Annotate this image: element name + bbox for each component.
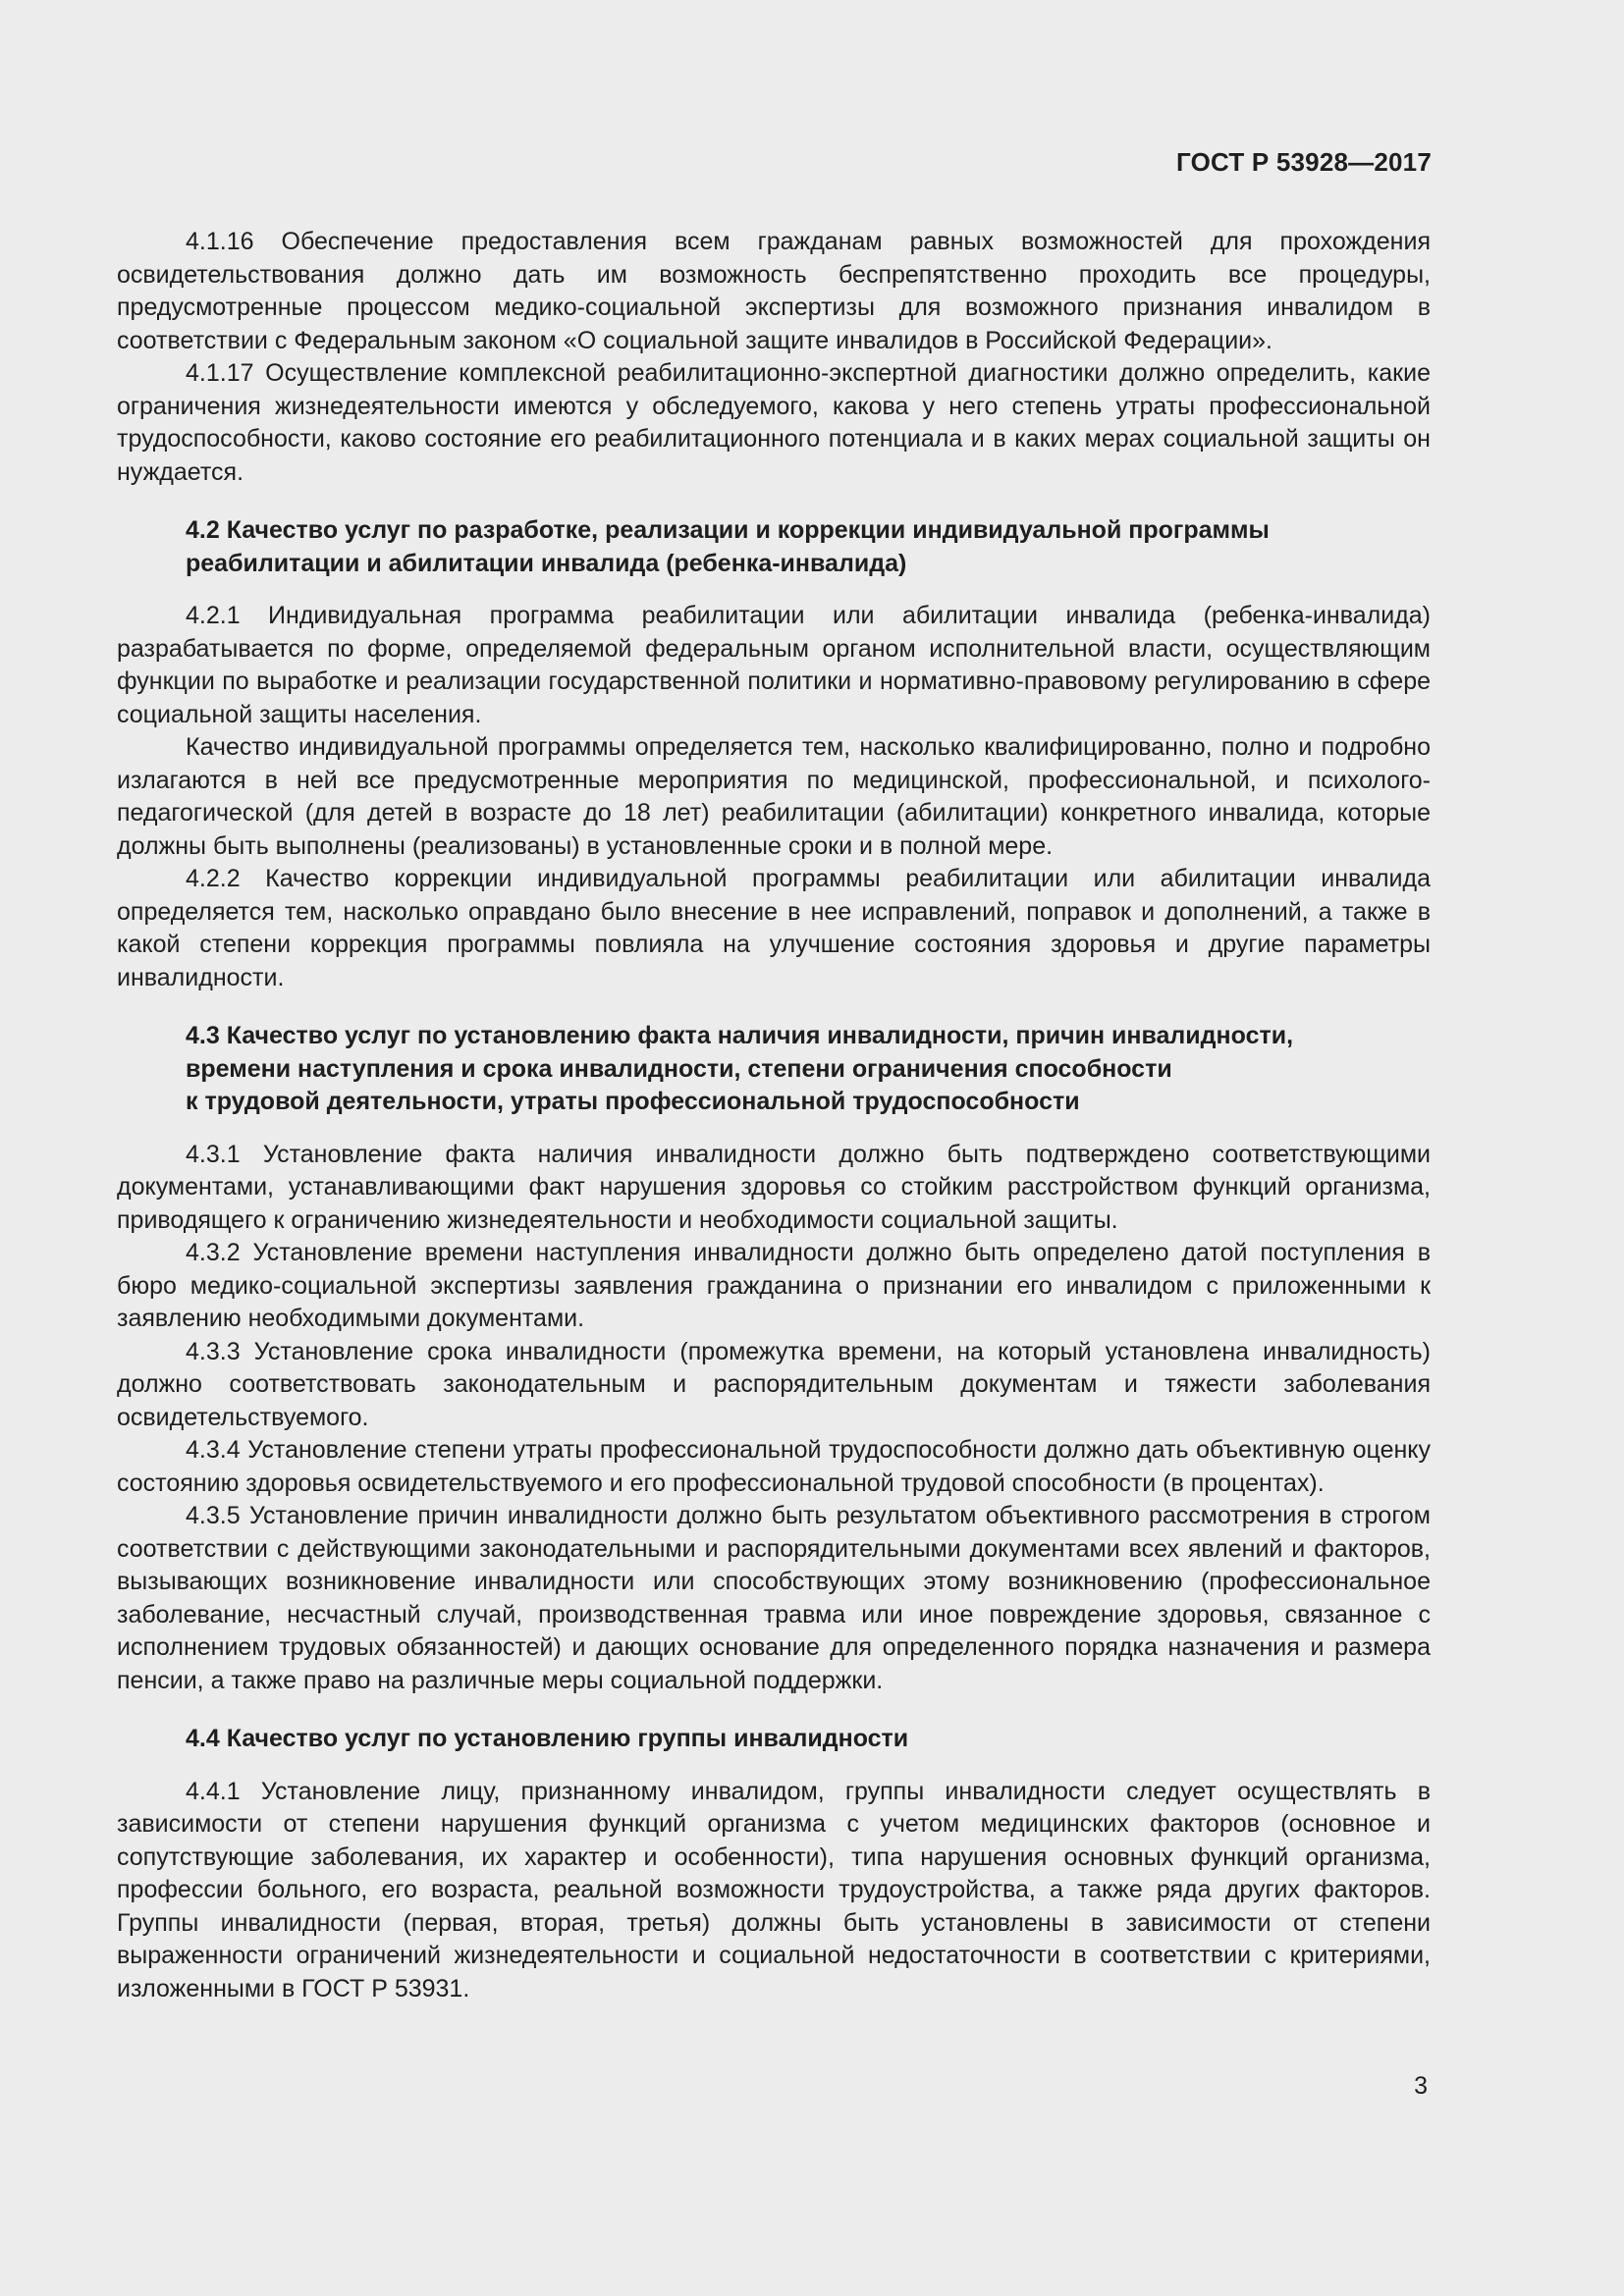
paragraph-4-2-1-continued: Качество индивидуальной программы определяется тем, насколько квалифицированно, полно и подробно излагаются в ней все предусмотренные мероприятия по медицинской, профессиональной, и психолого-педагогической (для детей в возрасте до 18 лет) реабилитации (абилитации) конкретного инвалида, которые должны быть выполнены (реализованы) в установленные сроки и в полной мере. [117,733,1431,860]
paragraph-4-1-16: 4.1.16 Обеспечение предоставления всем гражданам равных возможностей для прохождения освидетельствования должно дать им возможность беспрепятственно проходить все процедуры, предусмотренные процессом медико-социальной экспертизы для возможного признания инвалидом в соответствии с Федеральным законом «О социальной защите инвалидов в Российской Федерации». [117,228,1431,354]
section-heading-4-3-line-3: к трудовой деятельности, утраты профессиональной трудоспособности [186,1088,1080,1115]
paragraph-4-3-5: 4.3.5 Установление причин инвалидности должно быть результатом объективного рассмотрения в строгом соответствии с действующими законодательными и распорядительными документами всех явлений и факторов, вызывающих возникновение инвалидности или способствующих этому возникновению (профессиональное заболевание, несчастный случай, производственная травма или иное повреждение здоровья, связанное с исполнением трудовых обязанностей) и дающих основание для определенного порядка назначения и размера пенсии, а также право на различные меры социальной поддержки. [117,1502,1431,1694]
section-heading-4-3-line-1: 4.3 Качество услуг по установлению факта наличия инвалидности, причин инвалидности, [186,1022,1294,1049]
paragraph-4-2-1: 4.2.1 Индивидуальная программа реабилитации или абилитации инвалида (ребенка-инвалида) разрабатывается по форме, определяемой федеральным органом исполнительной власти, осуществляющим функции по выработке и реализации государственной политики и нормативно-правовому регулированию в сфере социальной защиты населения. [117,602,1431,728]
paragraph-4-3-4: 4.3.4 Установление степени утраты профессиональной трудоспособности должно дать объективную оценку состоянию здоровья освидетельствуемого и его профессиональной трудовой способности (в процентах). [117,1436,1431,1497]
section-heading-4-3 [186,1020,1431,1119]
paragraph-4-3-1: 4.3.1 Установление факта наличия инвалидности должно быть подтверждено соответствующими документами, устанавливающими факт нарушения здоровья со стойким расстройством функций организма, приводящего к ограничению жизнедеятельности и необходимости социальной защиты. [117,1140,1431,1234]
section-heading-4-4: 4.4 Качество услуг по установлению группы инвалидности [186,1725,909,1752]
document-code-header: ГОСТ Р 53928—2017 [1176,147,1432,177]
paragraph-4-3-2: 4.3.2 Установление времени наступления инвалидности должно быть определено датой поступления в бюро медико-социальной экспертизы заявления гражданина о признании его инвалидом с приложенными к заявлению необходимыми документами. [117,1239,1431,1332]
section-heading-4-3-line-2: времени наступления и срока инвалидности, степени ограничения способности [186,1054,1172,1083]
section-heading-4-2: 4.2 Качество услуг по разработке, реализации и коррекции индивидуальной программы реабилитации и абилитации инвалида (ребенка-инвалида) [186,516,1270,577]
paragraph-4-2-2: 4.2.2 Качество коррекции индивидуальной программы реабилитации или абилитации инвалида определяется тем, насколько оправдано было внесение в нее исправлений, поправок и дополнений, а также в какой степени коррекция программы повлияла на улучшение состояния здоровья и другие параметры инвалидности. [117,865,1431,991]
document-body [117,226,1431,2005]
page-number: 3 [1414,2072,1428,2100]
paragraph-4-3-3: 4.3.3 Установление срока инвалидности (промежутка времени, на который установлена инвалидность) должно соответствовать законодательным и распорядительным документам и тяжести заболевания освидетельствуемого. [117,1337,1431,1431]
paragraph-4-4-1: 4.4.1 Установление лицу, признанному инвалидом, группы инвалидности следует осуществлять в зависимости от степени нарушения функций организма с учетом медицинских факторов (основное и сопутствующие заболевания, их характер и особенности), типа нарушения основных функций организма, профессии больного, его возраста, реальной возможности трудоустройства, а также ряда других факторов. Группы инвалидности (первая, вторая, третья) должны быть установлены в зависимости от степени выраженности ограничений жизнедеятельности и социальной недостаточности в соответствии с критериями, изложенными в ГОСТ Р 53931. [117,1777,1431,2002]
paragraph-4-1-17: 4.1.17 Осуществление комплексной реабилитационно-экспертной диагностики должно определить, какие ограничения жизнедеятельности имеются у обследуемого, какова у него степень утраты профессиональной трудоспособности, каково состояние его реабилитационного потенциала и в каких мерах социальной защиты он нуждается. [117,359,1431,486]
